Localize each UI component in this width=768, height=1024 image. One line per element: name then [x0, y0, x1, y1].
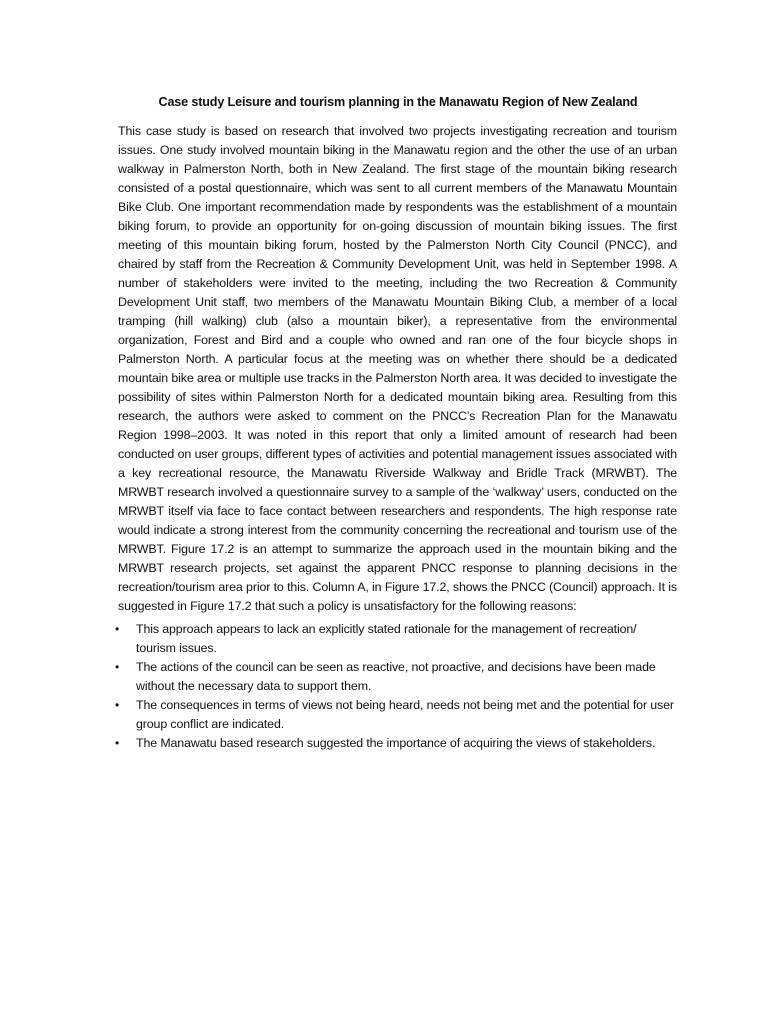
- list-item-text: The Manawatu based research suggested the importance of acquiring the views of stakeholders.: [136, 736, 656, 750]
- case-study-paragraph: This case study is based on research that involved two projects investigating recreation and tourism issues. One study involved mountain biking in the Manawatu region and the other the use of an urban walkway in Palmerston North, both in New Zealand. The first stage of the mountain biking research consisted of a postal questionnaire, which was sent to all current members of the Manawatu Mountain Bike Club. One important recommendation made by respondents was the establishment of a mountain biking forum, to provide an opportunity for on-going discussion of mountain biking issues. The first meeting of this mountain biking forum, hosted by the Palmerston North City Council (PNCC), and chaired by staff from the Recreation & Community Development Unit, was held in September 1998. A number of stakeholders were invited to the meeting, including the two Recreation & Community Development Unit staff, two members of the Manawatu Mountain Biking Club, a member of a local tramping (hill walking) club (also a mountain biker), a representative from the environmental organization, Forest and Bird and a couple who owned and ran one of the four bicycle shops in Palmerston North. A particular focus at the meeting was on whether there should be a dedicated mountain bike area or multiple use tracks in the Palmerston North area. It was decided to investigate the possibility of sites within Palmerston North for a dedicated mountain biking area. Resulting from this research, the authors were asked to comment on the PNCC’s Recreation Plan for the Manawatu Region 1998–2003. It was noted in this report that only a limited amount of research had been conducted on user groups, different types of activities and potential management issues associated with a key recreational resource, the Manawatu Riverside Walkway and Bridle Track (MRWBT). The MRWBT research involved a questionnaire survey to a sample of the ‘walkway’ users, conducted on the MRWBT itself via face to face contact between researchers and respondents. The high response rate would indicate a strong interest from the community concerning the recreational and tourism use of the MRWBT. Figure 17.2 is an attempt to summarize the approach used in the mountain biking and the MRWBT research projects, set against the apparent PNCC response to planning decisions in the recreation/tourism area prior to this. Column A, in Figure 17.2, shows the PNCC (Council) approach. It is suggested in Figure 17.2 that such a policy is unsatisfactory for the following reasons:: [118, 124, 677, 613]
- list-item: [115, 696, 677, 734]
- bullet-icon: •: [115, 660, 120, 674]
- list-item-text: The actions of the council can be seen as reactive, not proactive, and decisions have been made without the necessary data to support them.: [136, 660, 656, 693]
- list-item-text: This approach appears to lack an explicitly stated rationale for the management of recreation/ tourism issues.: [136, 622, 637, 655]
- bullet-icon: •: [115, 698, 120, 712]
- document-title: Case study Leisure and tourism planning in the Manawatu Region of New Zealand: [158, 95, 638, 109]
- bullet-icon: •: [115, 736, 120, 750]
- list-item: [115, 620, 677, 658]
- bullet-icon: •: [115, 622, 120, 636]
- list-item: [115, 734, 677, 753]
- list-item-text: The consequences in terms of views not being heard, needs not being met and the potential for user group conflict are indicated.: [136, 698, 674, 731]
- list-item: [115, 658, 677, 696]
- reasons-list: [115, 620, 677, 753]
